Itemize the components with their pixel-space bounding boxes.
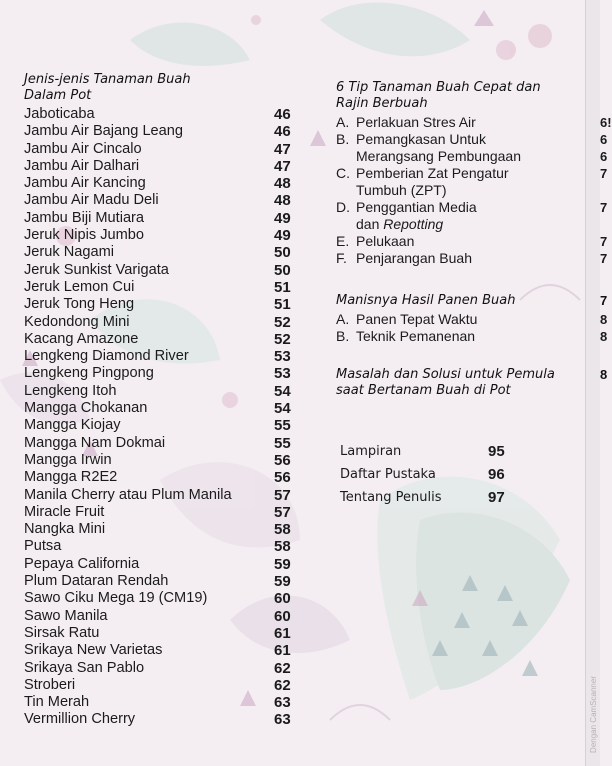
tip-item xyxy=(336,233,608,250)
entry-title: Jeruk Nagami xyxy=(24,244,115,261)
item-text: Penjarangan Buah xyxy=(356,250,472,266)
page-number: 50 xyxy=(274,244,291,262)
toc-entry xyxy=(24,625,304,642)
item-text: Penggantian Media xyxy=(356,199,477,215)
misc-entry xyxy=(340,463,505,486)
item-letter: B. xyxy=(336,131,350,147)
item-letter: E. xyxy=(336,233,350,249)
section-heading-problems xyxy=(336,367,608,399)
page-number: 95 xyxy=(488,443,505,460)
toc-entry xyxy=(24,244,304,261)
entry-title: Jambu Air Madu Deli xyxy=(24,192,159,209)
entry-title: Manila Cherry atau Plum Manila xyxy=(24,486,232,503)
item-text: Teknik Pemanenan xyxy=(356,328,476,344)
page-number: 53 xyxy=(274,365,291,383)
entry-title: Tentang Penulis xyxy=(340,490,442,505)
entry-title: Kacang Amazone xyxy=(24,330,139,347)
tips-list xyxy=(336,114,612,267)
entry-title: Mangga R2E2 xyxy=(24,469,118,486)
item-letter: B. xyxy=(336,328,350,344)
toc-entry xyxy=(24,262,304,279)
entry-title: Mangga Chokanan xyxy=(24,400,148,417)
misc-list xyxy=(340,440,505,509)
page-number: 8 xyxy=(600,312,608,327)
toc-entry xyxy=(24,487,304,504)
tip-line xyxy=(336,165,590,182)
item-letter: C. xyxy=(336,165,350,181)
page-number: 49 xyxy=(274,227,291,245)
page-number: 96 xyxy=(488,466,505,483)
toc-entry xyxy=(24,711,304,728)
entry-title: Lampiran xyxy=(340,444,402,459)
tip-line xyxy=(336,114,590,131)
heading-line: 6 Tip Tanaman Buah Cepat dan xyxy=(336,80,541,95)
item-letter: A. xyxy=(336,311,350,327)
entry-title: Daftar Pustaka xyxy=(340,467,436,482)
page-number: 7 xyxy=(600,293,608,308)
toc-entry xyxy=(24,608,304,625)
page-number: 8 xyxy=(600,329,608,344)
italic-term: Repotting xyxy=(383,216,444,232)
tip-item xyxy=(336,114,612,131)
toc-entry xyxy=(24,417,304,434)
entry-title: Putsa xyxy=(24,538,62,555)
entry-title: Jambu Air Cincalo xyxy=(24,140,142,157)
toc-entry xyxy=(24,175,304,192)
entry-title: Lengkeng Pingpong xyxy=(24,365,154,382)
toc-entry xyxy=(24,660,304,677)
toc-entry xyxy=(24,365,304,382)
page-number: 7 xyxy=(600,200,608,215)
toc-entry xyxy=(24,296,304,313)
toc-entry xyxy=(24,210,304,227)
heading-line: Jenis-jenis Tanaman Buah xyxy=(24,72,191,87)
page-number: 60 xyxy=(274,590,291,608)
page-number: 55 xyxy=(274,434,291,452)
tip-item xyxy=(336,199,608,233)
tip-item xyxy=(336,165,608,199)
entry-title: Pepaya California xyxy=(24,555,140,572)
page-number: 51 xyxy=(274,296,291,314)
page-number: 58 xyxy=(274,538,291,556)
page-number: 8 xyxy=(600,367,608,382)
item-text: Pelukaan xyxy=(356,233,415,249)
entry-title: Jeruk Sunkist Varigata xyxy=(24,261,169,278)
entry-title: Sirsak Ratu xyxy=(24,624,100,641)
scanner-watermark: Dengan CamScanner xyxy=(589,676,598,753)
item-text: Pemangkasan Untuk xyxy=(356,131,486,147)
toc-entry xyxy=(24,158,304,175)
page-number: 51 xyxy=(274,278,291,296)
page-number: 6 xyxy=(600,149,608,164)
page-number: 63 xyxy=(274,711,291,729)
toc-entry xyxy=(24,106,304,123)
entry-title: Miracle Fruit xyxy=(24,503,105,520)
page-number: 59 xyxy=(274,573,291,591)
page-number: 61 xyxy=(274,642,291,660)
toc-entry xyxy=(24,227,304,244)
page-number: 47 xyxy=(274,157,291,175)
page-number: 97 xyxy=(488,489,505,506)
entry-title: Mangga Nam Dokmai xyxy=(24,434,166,451)
entry-title: Jambu Air Bajang Leang xyxy=(24,123,184,140)
tip-line xyxy=(336,131,590,148)
page-number: 7 xyxy=(600,234,608,249)
toc-entry xyxy=(24,452,304,469)
fruit-list xyxy=(24,106,304,729)
item-text-continued: Tumbuh (ZPT) xyxy=(356,182,447,198)
toc-entry xyxy=(24,694,304,711)
toc-entry xyxy=(24,573,304,590)
toc-entry xyxy=(24,383,304,400)
section-heading-harvest xyxy=(336,293,608,309)
entry-title: Vermillion Cherry xyxy=(24,711,136,728)
page-number: 6! xyxy=(600,115,612,130)
heading-line: saat Bertanam Buah di Pot xyxy=(336,383,511,398)
harvest-list xyxy=(336,311,608,345)
item-letter: A. xyxy=(336,114,350,130)
toc-entry xyxy=(24,677,304,694)
heading-line: Masalah dan Solusi untuk Pemula xyxy=(336,367,555,382)
entry-title: Sawo Ciku Mega 19 (CM19) xyxy=(24,590,208,607)
page-number: 54 xyxy=(274,400,291,418)
page-number: 52 xyxy=(274,330,291,348)
page-number: 52 xyxy=(274,313,291,331)
page-number: 61 xyxy=(274,624,291,642)
entry-title: Stroberi xyxy=(24,676,76,693)
item-letter: D. xyxy=(336,199,350,215)
page-number: 53 xyxy=(274,348,291,366)
entry-title: Jeruk Tong Heng xyxy=(24,296,135,313)
harvest-item xyxy=(336,311,608,328)
item-text: Pemberian Zat Pengatur xyxy=(356,165,509,181)
item-letter: F. xyxy=(336,250,347,266)
page-number: 62 xyxy=(274,659,291,677)
page-number: 47 xyxy=(274,140,291,158)
section-heading-tips xyxy=(336,80,590,112)
toc-entry xyxy=(24,642,304,659)
heading-line: Rajin Berbuah xyxy=(336,96,428,111)
page-number: 7 xyxy=(600,251,608,266)
page-number: 56 xyxy=(274,451,291,469)
entry-title: Plum Dataran Rendah xyxy=(24,573,169,590)
toc-entry xyxy=(24,331,304,348)
harvest-item xyxy=(336,328,608,345)
page-number: 60 xyxy=(274,607,291,625)
entry-title: Srikaya New Varietas xyxy=(24,642,163,659)
page-number: 59 xyxy=(274,555,291,573)
toc-entry xyxy=(24,556,304,573)
heading-line: Dalam Pot xyxy=(24,88,92,103)
toc-entry xyxy=(24,192,304,209)
entry-title: Mangga Irwin xyxy=(24,451,112,468)
item-text-continued: Merangsang Pembungaan xyxy=(356,148,522,164)
toc-entry xyxy=(24,521,304,538)
tip-item xyxy=(336,131,608,165)
entry-title: Lengkeng Itoh xyxy=(24,382,117,399)
entry-title: Jeruk Lemon Cui xyxy=(24,278,135,295)
entry-title: Jambu Air Dalhari xyxy=(24,157,140,174)
entry-title: Nangka Mini xyxy=(24,521,106,538)
page-number: 57 xyxy=(274,503,291,521)
toc-entry xyxy=(24,504,304,521)
entry-title: Mangga Kiojay xyxy=(24,417,121,434)
page-number: 48 xyxy=(274,175,291,193)
entry-title: Tin Merah xyxy=(24,694,90,711)
page-number: 63 xyxy=(274,694,291,712)
page-number: 6 xyxy=(600,132,608,147)
item-text-continued: dan Repotting xyxy=(356,216,444,232)
item-text: Perlakuan Stres Air xyxy=(356,114,476,130)
entry-title: Jaboticaba xyxy=(24,106,95,122)
tip-line xyxy=(336,199,590,216)
tip-line xyxy=(336,233,590,250)
page-number: 58 xyxy=(274,521,291,539)
toc-entry xyxy=(24,435,304,452)
page-number: 54 xyxy=(274,382,291,400)
tip-line xyxy=(336,250,590,267)
page-number: 48 xyxy=(274,192,291,210)
entry-title: Jambu Biji Mutiara xyxy=(24,209,145,226)
item-text: Panen Tepat Waktu xyxy=(356,311,478,327)
toc-entry xyxy=(24,538,304,555)
page-number: 55 xyxy=(274,417,291,435)
entry-title: Lengkeng Diamond River xyxy=(24,348,189,365)
page-number: 46 xyxy=(274,123,291,141)
entry-title: Jeruk Nipis Jumbo xyxy=(24,227,145,244)
page-number: 49 xyxy=(274,209,291,227)
page-number: 56 xyxy=(274,469,291,487)
entry-title: Srikaya San Pablo xyxy=(24,659,145,676)
toc-entry xyxy=(24,123,304,140)
toc-entry xyxy=(24,348,304,365)
entry-title: Sawo Manila xyxy=(24,607,108,624)
entry-title: Kedondong Mini xyxy=(24,313,130,330)
page-number: 50 xyxy=(274,261,291,279)
toc-entry xyxy=(24,590,304,607)
toc-left-column xyxy=(24,72,304,729)
toc-entry xyxy=(24,141,304,158)
toc-entry xyxy=(24,279,304,296)
page-number: 57 xyxy=(274,486,291,504)
misc-entry xyxy=(340,440,505,463)
toc-entry xyxy=(24,400,304,417)
tip-item xyxy=(336,250,608,267)
toc-right-column xyxy=(336,80,612,401)
misc-entry xyxy=(340,486,505,509)
page-number: 46 xyxy=(274,106,291,123)
page-number: 7 xyxy=(600,166,608,181)
toc-entry xyxy=(24,314,304,331)
page-number: 62 xyxy=(274,676,291,694)
heading-text: Manisnya Hasil Panen Buah xyxy=(336,293,516,308)
section-heading-fruit-types xyxy=(24,72,304,104)
entry-title: Jambu Air Kancing xyxy=(24,175,146,192)
toc-entry xyxy=(24,469,304,486)
